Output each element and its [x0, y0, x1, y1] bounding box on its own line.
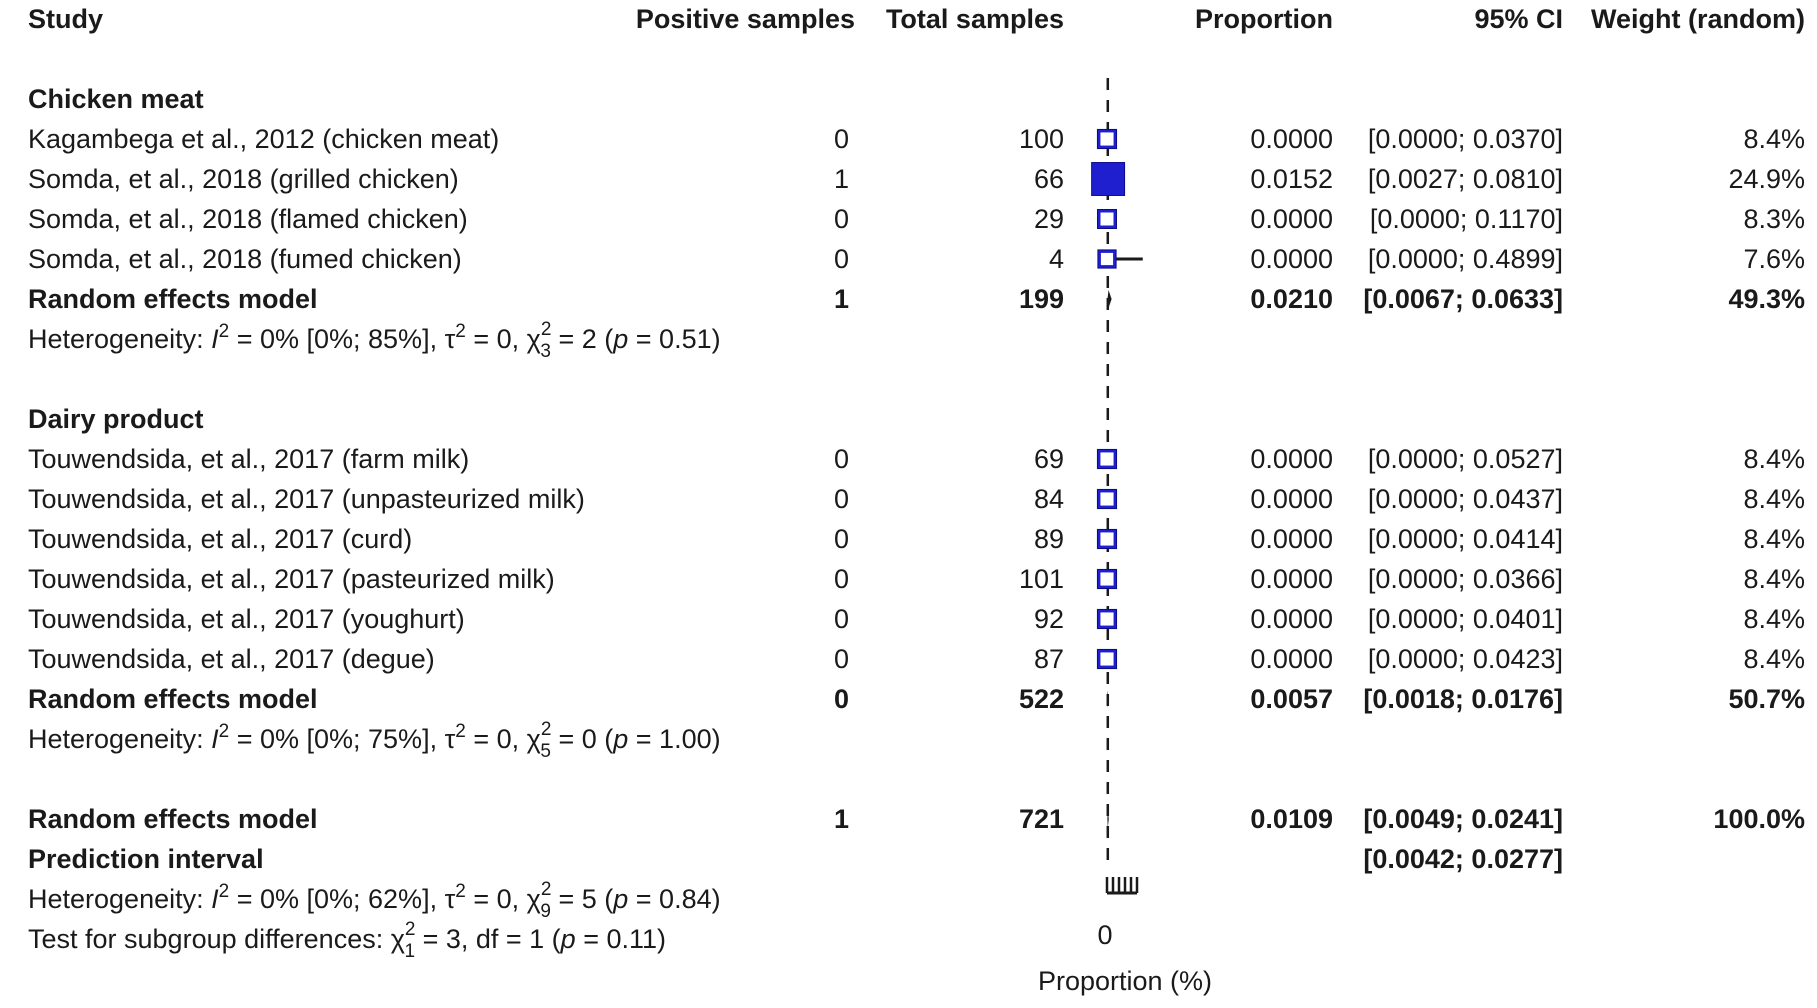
proportion-value: 0.0000	[1250, 484, 1333, 514]
ci-value: [0.0000; 0.0370]	[1367, 124, 1563, 154]
header-study: Study	[28, 4, 104, 34]
proportion-value: 0.0000	[1250, 604, 1333, 634]
study-square-inner	[1100, 652, 1113, 665]
proportion-value: 0.0000	[1250, 444, 1333, 474]
positive-samples-value: 0	[833, 644, 849, 674]
header-95ci: 95% CI	[1474, 4, 1563, 34]
positive-samples-value: 0	[833, 204, 849, 234]
weight-value: 8.4%	[1743, 444, 1805, 474]
study-square-inner	[1100, 452, 1113, 465]
weight-value: 24.9%	[1728, 164, 1805, 194]
pooled-ci: [0.0067; 0.0633]	[1363, 284, 1563, 314]
pooled-total-samples: 721	[1018, 804, 1064, 834]
positive-samples-value: 0	[833, 564, 849, 594]
total-samples-value: 4	[1048, 244, 1064, 274]
header-weight: Weight (random)	[1591, 4, 1805, 34]
study-square-inner	[1100, 612, 1113, 625]
weight-value: 8.4%	[1743, 124, 1805, 154]
study-square-inner	[1100, 572, 1113, 585]
weight-value: 8.4%	[1743, 524, 1805, 554]
weight-value: 8.4%	[1743, 644, 1805, 674]
ci-value: [0.0000; 0.0423]	[1367, 644, 1563, 674]
study-square-inner	[1101, 253, 1113, 265]
positive-samples-value: 0	[833, 244, 849, 274]
pooled-ci: [0.0018; 0.0176]	[1363, 684, 1563, 714]
header-total-samples: Total samples	[885, 4, 1064, 34]
study-square-inner	[1100, 532, 1113, 545]
group-heterogeneity: Heterogeneity: $I^2 = 0\%$ [0%; 85%], $\tau^2 = 0$, $\chi^2$ 3 = 2 (p = 0.51)	[28, 319, 721, 362]
study-square-inner	[1100, 212, 1113, 225]
study-label: Touwendsida, et al., 2017 (youghurt)	[28, 604, 465, 634]
pooled-total-samples: 522	[1018, 684, 1064, 714]
header-positive-samples: Positive samples	[635, 4, 855, 34]
total-samples-value: 100	[1018, 124, 1064, 154]
header-proportion: Proportion	[1195, 4, 1333, 34]
total-samples-value: 101	[1018, 564, 1064, 594]
pooled-positive-samples: 0	[833, 684, 849, 714]
pooled-weight: 100.0%	[1713, 804, 1805, 834]
total-samples-value: 84	[1033, 484, 1064, 514]
total-samples-value: 89	[1033, 524, 1064, 554]
ci-value: [0.0000; 0.0414]	[1367, 524, 1563, 554]
pooled-proportion: 0.0109	[1250, 804, 1333, 834]
ci-value: [0.0000; 0.0401]	[1367, 604, 1563, 634]
total-samples-value: 92	[1033, 604, 1064, 634]
study-label: Somda, et al., 2018 (flamed chicken)	[28, 204, 468, 234]
pooled-proportion: 0.0210	[1250, 284, 1333, 314]
pooled-ci: [0.0049; 0.0241]	[1363, 804, 1563, 834]
positive-samples-value: 1	[833, 164, 849, 194]
ci-value: [0.0000; 0.4899]	[1367, 244, 1563, 274]
weight-value: 8.4%	[1743, 604, 1805, 634]
positive-samples-value: 0	[833, 444, 849, 474]
ci-value: [0.0000; 0.0437]	[1367, 484, 1563, 514]
pooled-weight: 49.3%	[1728, 284, 1805, 314]
total-samples-value: 29	[1033, 204, 1064, 234]
proportion-value: 0.0000	[1250, 524, 1333, 554]
prediction-interval-ci: [0.0042; 0.0277]	[1363, 844, 1563, 874]
pooled-proportion: 0.0057	[1250, 684, 1333, 714]
pooled-positive-samples: 1	[833, 284, 849, 314]
study-square	[1092, 163, 1125, 196]
study-label: Somda, et al., 2018 (fumed chicken)	[28, 244, 462, 274]
prediction-interval-label: Prediction interval	[28, 844, 264, 874]
total-samples-value: 87	[1033, 644, 1064, 674]
proportion-value: 0.0000	[1250, 124, 1333, 154]
subgroup-test: Test for subgroup differences: $\chi^2$ 1 = 3, df = 1 (p = 0.11)	[28, 919, 666, 962]
study-label: Touwendsida, et al., 2017 (pasteurized milk)	[28, 564, 555, 594]
ci-value: [0.0000; 0.0527]	[1367, 444, 1563, 474]
weight-value: 8.4%	[1743, 564, 1805, 594]
study-label: Touwendsida, et al., 2017 (degue)	[28, 644, 435, 674]
proportion-value: 0.0000	[1250, 564, 1333, 594]
positive-samples-value: 0	[833, 124, 849, 154]
group-title: Dairy product	[28, 404, 204, 434]
overall-heterogeneity: Heterogeneity: $I^2 = 0\%$ [0%; 62%], $\tau^2 = 0$, $\chi^2$ 9 = 5 (p = 0.84)	[28, 879, 721, 922]
proportion-value: 0.0000	[1250, 644, 1333, 674]
pooled-total-samples: 199	[1018, 284, 1064, 314]
positive-samples-value: 0	[833, 484, 849, 514]
ci-value: [0.0027; 0.0810]	[1367, 164, 1563, 194]
study-label: Kagambega et al., 2012 (chicken meat)	[28, 124, 500, 154]
pooled-positive-samples: 1	[833, 804, 849, 834]
x-axis-label: Proportion (%)	[1037, 966, 1213, 996]
study-square-inner	[1100, 492, 1113, 505]
pooled-label: Random effects model	[28, 804, 318, 834]
study-label: Touwendsida, et al., 2017 (farm milk)	[28, 444, 470, 474]
pooled-label: Random effects model	[28, 684, 318, 714]
study-label: Somda, et al., 2018 (grilled chicken)	[28, 164, 459, 194]
pooled-weight: 50.7%	[1728, 684, 1805, 714]
pooled-label: Random effects model	[28, 284, 318, 314]
ci-value: [0.0000; 0.1170]	[1369, 204, 1563, 234]
x-tick-label: 0	[1097, 920, 1113, 950]
proportion-value: 0.0152	[1250, 164, 1333, 194]
study-label: Touwendsida, et al., 2017 (curd)	[28, 524, 413, 554]
positive-samples-value: 0	[833, 604, 849, 634]
study-square-inner	[1100, 132, 1113, 145]
group-heterogeneity: Heterogeneity: $I^2 = 0\%$ [0%; 75%], $\tau^2 = 0$, $\chi^2$ 5 = 0 (p = 1.00)	[28, 719, 721, 762]
study-label: Touwendsida, et al., 2017 (unpasteurized milk)	[28, 484, 585, 514]
group-title: Chicken meat	[28, 84, 204, 114]
positive-samples-value: 0	[833, 524, 849, 554]
ci-value: [0.0000; 0.0366]	[1367, 564, 1563, 594]
proportion-value: 0.0000	[1250, 204, 1333, 234]
total-samples-value: 69	[1033, 444, 1064, 474]
proportion-value: 0.0000	[1250, 244, 1333, 274]
weight-value: 7.6%	[1743, 244, 1805, 274]
total-samples-value: 66	[1033, 164, 1064, 194]
weight-value: 8.3%	[1743, 204, 1805, 234]
weight-value: 8.4%	[1743, 484, 1805, 514]
